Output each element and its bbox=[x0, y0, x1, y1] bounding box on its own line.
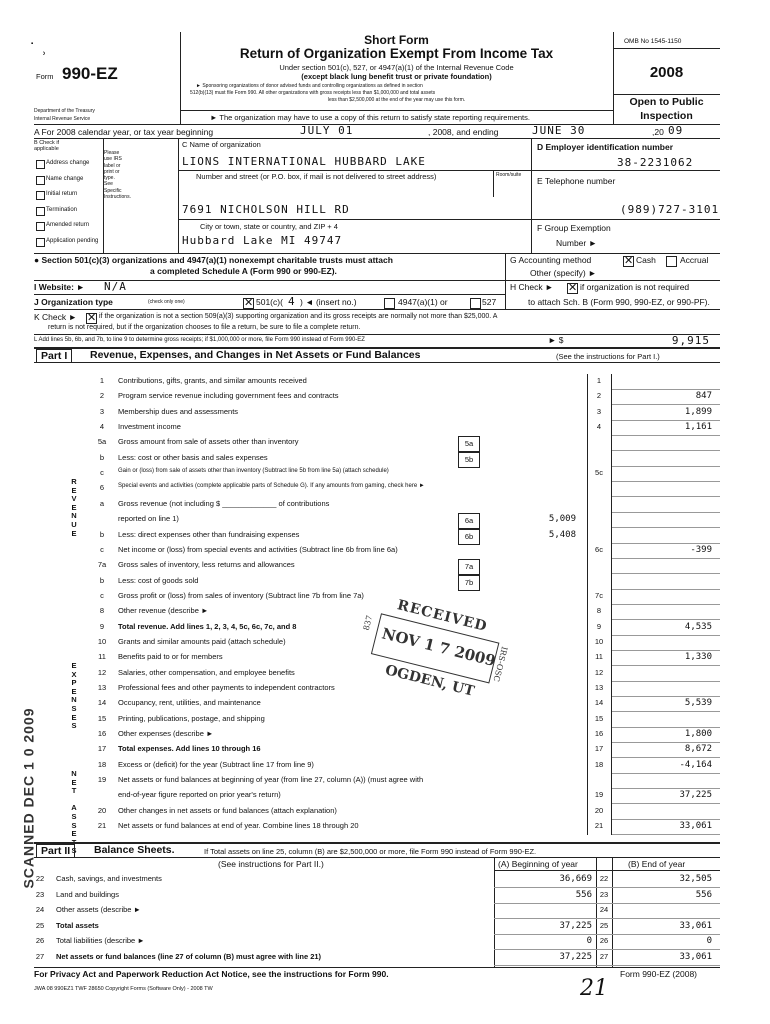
b-checkbox-label: Termination bbox=[46, 206, 78, 213]
row-rule bbox=[611, 573, 720, 574]
line-box-number: 24 bbox=[599, 905, 609, 914]
room-label: Room/suite bbox=[496, 172, 522, 178]
line-number: 6 bbox=[99, 483, 105, 493]
line-box-number: 9 bbox=[596, 621, 602, 631]
line-number: 19 bbox=[97, 775, 107, 785]
line-description: Other revenue (describe ► bbox=[118, 606, 209, 616]
row-rule bbox=[611, 803, 720, 804]
l-text: L Add lines 5b, 6b, and 7b, to line 9 to determine gross receipts; if $1,000,000 or more, file Form 990 instead of Form 990-EZ bbox=[34, 337, 365, 343]
b-checkbox-label: Name change bbox=[46, 175, 84, 182]
line-box-number: 14 bbox=[594, 698, 604, 708]
line-number: 12 bbox=[97, 667, 107, 677]
line-number: 10 bbox=[97, 636, 107, 646]
line-description: Total expenses. Add lines 10 through 16 bbox=[118, 744, 261, 754]
side-net-assets: N E T A S S E T S bbox=[71, 769, 77, 856]
f-label-2: Number ► bbox=[556, 238, 598, 248]
tax-year: 2008 bbox=[649, 64, 684, 81]
line-number: 23 bbox=[35, 889, 45, 899]
b-checkbox[interactable] bbox=[36, 222, 45, 231]
line-number: 1 bbox=[99, 376, 105, 385]
row-rule bbox=[611, 512, 720, 513]
line-box-number: 21 bbox=[594, 821, 604, 831]
row-rule bbox=[611, 711, 720, 712]
cash-label: Cash bbox=[636, 255, 656, 265]
line-amount[interactable]: 4,535 bbox=[684, 621, 712, 632]
sub-line-box: 6b bbox=[458, 529, 480, 545]
j-label: J Organization type bbox=[34, 297, 113, 307]
row-rule bbox=[611, 389, 720, 390]
line-description: Membership dues and assessments bbox=[118, 406, 239, 416]
line-description: Gross amount from sale of assets other than inventory bbox=[118, 437, 299, 447]
line-amount[interactable]: 1,800 bbox=[684, 729, 712, 740]
line-number: 11 bbox=[98, 652, 106, 662]
4947-checkbox[interactable] bbox=[384, 298, 395, 309]
line-box-number: 22 bbox=[599, 874, 609, 883]
street-label: Number and street (or P.O. box, if mail is not delivered to street address) bbox=[196, 172, 437, 181]
k-checkbox[interactable]: ✕ bbox=[87, 312, 97, 324]
line-amount[interactable]: 1,330 bbox=[684, 652, 712, 663]
line-description: Gross profit or (loss) from sales of inventory (Subtract line 7b from line 7a) bbox=[118, 590, 364, 600]
irs-label-instr: Please use IRS label or print or type. See Specific Instructions. bbox=[104, 150, 131, 201]
line-box-number: 15 bbox=[594, 713, 604, 723]
part1-note: (See the instructions for Part I.) bbox=[556, 352, 660, 361]
line-box-number: 19 bbox=[594, 790, 604, 800]
row-rule bbox=[494, 887, 720, 888]
sub-line-value[interactable]: 5,009 bbox=[548, 514, 576, 525]
k-text-2: return is not required, but if the organization chooses to file a return, be sure to file a complete return. bbox=[48, 324, 361, 331]
row-rule bbox=[611, 681, 720, 682]
line-box-number: 13 bbox=[594, 683, 604, 692]
line-number: 17 bbox=[97, 744, 107, 754]
line-box-number: 11 bbox=[595, 652, 603, 662]
form-reference: Form 990-EZ (2008) bbox=[620, 969, 697, 979]
margin-mark: ˙ ˒ bbox=[30, 40, 47, 60]
b-checkbox-label: Initial return bbox=[46, 191, 78, 197]
website-value[interactable]: N/A bbox=[104, 280, 127, 293]
row-rule bbox=[611, 527, 720, 528]
row-rule bbox=[494, 965, 720, 966]
part2-instr: (See instructions for Part II.) bbox=[218, 859, 324, 869]
row-rule bbox=[611, 696, 720, 697]
sub-line-box: 5a bbox=[458, 436, 480, 452]
beginning-of-year-value[interactable]: 0 bbox=[586, 936, 592, 946]
row-rule bbox=[611, 635, 720, 636]
line-box-number: 2 bbox=[596, 391, 602, 401]
b-checkbox-label: Address change bbox=[46, 160, 90, 166]
line-number: 7a bbox=[97, 560, 107, 570]
line-number: c bbox=[100, 468, 104, 478]
beginning-of-year-value[interactable]: 37,225 bbox=[559, 951, 592, 962]
line-description: Land and buildings bbox=[56, 889, 119, 899]
line-number: b bbox=[99, 452, 105, 462]
beginning-of-year-value[interactable]: 37,225 bbox=[559, 920, 592, 931]
subtitle-1: Under section 501(c), 527, or 4947(a)(1) of the Internal Revenue Code bbox=[279, 63, 514, 72]
line-description: Occupancy, rent, utilities, and maintenance bbox=[118, 698, 261, 708]
line-number: 22 bbox=[35, 874, 45, 883]
line-description: Gain or (loss) from sale of assets other than inventory (Subtract line 5b from line 5a) (attach schedule) bbox=[118, 468, 389, 475]
website-label: I Website: ► bbox=[34, 282, 85, 292]
line-description: Other expenses (describe ► bbox=[118, 729, 214, 739]
row-rule bbox=[611, 420, 720, 421]
row-rule bbox=[611, 650, 720, 651]
line-number: 27 bbox=[35, 951, 45, 961]
row-rule bbox=[611, 481, 720, 482]
row-rule bbox=[611, 589, 720, 590]
j-4947: 4947(a)(1) or bbox=[398, 297, 448, 307]
j-small: (check only one) bbox=[148, 299, 185, 305]
software-footer: JWA 08 990EZ1 TWF 28650 Copyright Forms (Software Only) - 2008 TW bbox=[34, 986, 213, 992]
stamp-city: OGDEN, UT bbox=[383, 662, 476, 700]
b-label: B Check if applicable bbox=[34, 140, 60, 152]
line-box-number: 18 bbox=[594, 759, 604, 769]
form-title: Return of Organization Exempt From Income Tax bbox=[239, 46, 554, 61]
line-number: 21 bbox=[97, 821, 107, 831]
dept-label: Department of the Treasury bbox=[34, 108, 95, 114]
row-rule bbox=[494, 934, 720, 935]
row-rule bbox=[494, 918, 720, 919]
end-of-year-value[interactable]: 0 bbox=[706, 936, 712, 946]
line-description: Total liabilities (describe ► bbox=[56, 936, 145, 945]
sub-line-box: 7b bbox=[458, 575, 480, 591]
sub-line-box: 7a bbox=[458, 559, 480, 575]
tax-year-end-yy[interactable]: 09 bbox=[668, 124, 684, 137]
part2-title: Balance Sheets. bbox=[94, 844, 175, 856]
line-number: 25 bbox=[35, 920, 45, 930]
beginning-of-year-value[interactable]: 556 bbox=[575, 889, 592, 900]
k-label: K Check ► bbox=[34, 312, 77, 322]
h-text: if organization is not required bbox=[580, 282, 690, 292]
line-number: 15 bbox=[97, 713, 107, 723]
line-description: Net assets or fund balances at beginning of year (from line 27, column (A)) (must agree with bbox=[118, 775, 424, 785]
line-description: Excess or (deficit) for the year (Subtract line 17 from line 9) bbox=[118, 759, 314, 769]
line-description: end-of-year figure reported on prior year's return) bbox=[118, 790, 281, 800]
line-box-number: 3 bbox=[596, 406, 602, 416]
accrual-checkbox[interactable] bbox=[666, 256, 677, 267]
b-checkbox[interactable] bbox=[36, 176, 45, 185]
line-number: 26 bbox=[35, 936, 45, 945]
line-number: b bbox=[99, 529, 105, 539]
line-description: Total revenue. Add lines 1, 2, 3, 4, 5c, 6c, 7c, and 8 bbox=[118, 621, 297, 631]
inspection: Inspection bbox=[640, 110, 693, 122]
tax-year-end[interactable]: JUNE 30 bbox=[532, 124, 586, 137]
row-rule bbox=[611, 496, 720, 497]
stamp-date: NOV 1 7 2009 bbox=[380, 624, 498, 671]
row-rule bbox=[611, 773, 720, 774]
subtitle-6: ► The organization may have to use a copy of this return to satisfy state reporting requirements. bbox=[210, 113, 530, 122]
subtitle-2: (except black lung benefit trust or private foundation) bbox=[301, 72, 492, 81]
line-number: 20 bbox=[97, 805, 107, 815]
line-description: Other assets (describe ► bbox=[56, 905, 141, 914]
line-box-number: 5c bbox=[595, 468, 603, 478]
row-rule bbox=[611, 435, 720, 436]
line-box-number: 23 bbox=[599, 889, 609, 899]
line-amount[interactable]: 5,539 bbox=[684, 698, 712, 709]
b-checkbox-label: Application pending bbox=[46, 237, 99, 244]
b-checkbox[interactable] bbox=[36, 191, 45, 200]
cash-checkbox[interactable]: ✕ bbox=[624, 255, 634, 267]
line-description: Professional fees and other payments to independent contractors bbox=[118, 683, 335, 692]
line-description: Net income or (loss) from special events and activities (Subtract line 6b from line 6a) bbox=[118, 544, 398, 554]
line-box-number: 27 bbox=[599, 951, 609, 961]
line-description: Net assets or fund balances at end of year. Combine lines 18 through 20 bbox=[118, 821, 359, 831]
j-527: 527 bbox=[482, 297, 497, 307]
k-text: if the organization is not a section 509(a)(3) supporting organization and its gross receipts are normally not more than $25,000. A bbox=[99, 313, 498, 320]
row-rule bbox=[611, 742, 720, 743]
line-number: c bbox=[100, 590, 104, 600]
h-checkbox[interactable]: ✕ bbox=[568, 282, 578, 294]
received-stamp bbox=[346, 589, 519, 734]
subtitle-4: 512(b)(13) must file Form 990. All other organizations with gross receipts less than $1,000,000 and total assets bbox=[190, 90, 436, 96]
part1-title: Revenue, Expenses, and Changes in Net Assets or Fund Balances bbox=[90, 349, 421, 361]
phone-value[interactable]: (989)727-3101 bbox=[620, 203, 720, 216]
stamp-side-left: 837 bbox=[361, 614, 375, 632]
j-insert: ) ◄ (insert no.) bbox=[300, 297, 357, 307]
open-public: Open to Public bbox=[629, 96, 704, 108]
city-label: City or town, state or country, and ZIP + 4 bbox=[200, 222, 338, 231]
row-rule bbox=[611, 619, 720, 620]
line-description: Benefits paid to or for members bbox=[118, 652, 223, 662]
row-rule bbox=[611, 404, 720, 405]
row-rule bbox=[611, 665, 720, 666]
row-rule bbox=[611, 819, 720, 820]
sub-line-value[interactable]: 5,408 bbox=[548, 529, 576, 540]
row-rule bbox=[611, 604, 720, 605]
accrual-label: Accrual bbox=[680, 255, 709, 265]
line-amount[interactable]: 1,161 bbox=[684, 422, 712, 433]
line-box-number: 7c bbox=[595, 590, 603, 600]
527-checkbox[interactable] bbox=[470, 298, 481, 309]
line-description: Contributions, gifts, grants, and similar amounts received bbox=[118, 376, 307, 385]
line-box-number: 20 bbox=[594, 805, 604, 815]
line-description: Printing, publications, postage, and shipping bbox=[118, 713, 265, 723]
line-description: Salaries, other compensation, and employee benefits bbox=[118, 667, 295, 677]
tax-year-begin[interactable]: JULY 01 bbox=[300, 124, 354, 137]
ein-value[interactable]: 38-2231062 bbox=[617, 156, 694, 169]
line-box-number: 26 bbox=[599, 936, 609, 945]
line-number: 13 bbox=[97, 683, 107, 692]
irs-label: Internal Revenue Service bbox=[34, 116, 91, 122]
line-number: c bbox=[100, 544, 104, 554]
line-box-number: 4 bbox=[596, 422, 602, 432]
j-501c-number[interactable]: 4 bbox=[288, 295, 296, 308]
b-checkbox[interactable] bbox=[36, 160, 45, 169]
line-description: Gross sales of inventory, less returns and allowances bbox=[118, 560, 295, 570]
privacy-notice: For Privacy Act and Paperwork Reduction Act Notice, see the instructions for Form 990. bbox=[34, 969, 389, 979]
line-description: Cash, savings, and investments bbox=[56, 874, 162, 883]
line-number: b bbox=[99, 575, 105, 585]
end-year-prefix: ,20 bbox=[652, 127, 664, 137]
row-rule bbox=[611, 466, 720, 467]
line-number: 5a bbox=[97, 437, 107, 447]
side-expenses: E X P E N S E S bbox=[71, 661, 77, 731]
part2-tag: Part II bbox=[36, 844, 75, 858]
line-box-number: 6c bbox=[595, 544, 603, 554]
row-rule bbox=[611, 450, 720, 451]
line-box-number: 25 bbox=[599, 920, 609, 930]
col-a-header: (A) Beginning of year bbox=[498, 859, 578, 869]
part1-tag: Part I bbox=[36, 349, 72, 363]
form-prefix: Form bbox=[36, 72, 54, 81]
line-amount[interactable]: 33,061 bbox=[679, 821, 712, 832]
line-description: reported on line 1) bbox=[118, 514, 179, 524]
d-label: D Employer identification number bbox=[537, 142, 674, 152]
f-label: F Group Exemption bbox=[537, 223, 611, 233]
row-rule bbox=[494, 949, 720, 950]
side-revenue: R E V E N U E bbox=[71, 477, 77, 538]
line-number: 8 bbox=[99, 606, 105, 616]
row-rule bbox=[611, 727, 720, 728]
line-description: Grants and similar amounts paid (attach schedule) bbox=[118, 636, 286, 646]
end-of-year-value[interactable]: 33,061 bbox=[679, 920, 712, 931]
line-number: 2 bbox=[99, 391, 105, 401]
end-of-year-value[interactable]: 33,061 bbox=[679, 951, 712, 962]
b-checkbox[interactable] bbox=[36, 207, 45, 216]
sub-line-box: 5b bbox=[458, 452, 480, 468]
omb-number: OMB No 1545-1150 bbox=[624, 38, 682, 45]
section-501-text-2: a completed Schedule A (Form 990 or 990-EZ). bbox=[150, 266, 337, 276]
c-label: C Name of organization bbox=[182, 140, 261, 149]
line-a-label: A For 2008 calendar year, or tax year beginning bbox=[34, 127, 214, 137]
h-label: H Check ► bbox=[510, 282, 554, 292]
stamp-received: RECEIVED bbox=[395, 597, 490, 636]
row-rule bbox=[611, 788, 720, 789]
line-amount[interactable]: -399 bbox=[690, 544, 712, 555]
line-number: 3 bbox=[99, 406, 105, 416]
line-box-number: 12 bbox=[594, 667, 604, 677]
line-description: Program service revenue including government fees and contracts bbox=[118, 391, 339, 401]
line-number: 14 bbox=[97, 698, 107, 708]
subtitle-5: less than $2,500,000 at the end of the year may use this form. bbox=[327, 97, 466, 103]
line-a-mid: , 2008, and ending bbox=[428, 127, 499, 137]
gross-receipts[interactable]: 9,915 bbox=[671, 334, 710, 347]
row-rule bbox=[611, 757, 720, 758]
stamp-side-right: IRS-OSC bbox=[491, 645, 509, 683]
line-box-number: 17 bbox=[594, 744, 604, 754]
end-of-year-value[interactable]: 556 bbox=[695, 889, 712, 900]
b-checkbox[interactable] bbox=[36, 238, 45, 247]
part2-note: If Total assets on line 25, column (B) are $2,500,000 or more, file Form 990 instead of Form 990-EZ. bbox=[204, 847, 537, 856]
line-number: 16 bbox=[97, 729, 107, 739]
line-amount[interactable]: 8,672 bbox=[684, 744, 712, 755]
row-rule bbox=[494, 903, 720, 904]
line-description: Other changes in net assets or fund balances (attach explanation) bbox=[118, 805, 337, 815]
short-form: Short Form bbox=[364, 33, 429, 47]
subtitle-3: ► Sponsoring organizations of donor advised funds and controlling organizations as defined in section bbox=[196, 83, 423, 89]
b-checkbox-label: Amended return bbox=[46, 222, 90, 228]
line-amount[interactable]: 37,225 bbox=[679, 790, 712, 801]
scanned-stamp: SCANNED DEC 1 0 2009 bbox=[20, 707, 37, 889]
g-other: Other (specify) ► bbox=[530, 268, 597, 278]
line-description: Net assets or fund balances (line 27 of column (B) must agree with line 21) bbox=[56, 951, 322, 961]
row-rule bbox=[611, 834, 720, 835]
line-description: Total assets bbox=[56, 920, 99, 930]
line-description: Less: cost of goods sold bbox=[118, 575, 199, 585]
line-description: Less: cost or other basis and sales expenses bbox=[118, 452, 268, 462]
line-box-number: 16 bbox=[594, 729, 604, 739]
line-amount[interactable]: 1,899 bbox=[684, 406, 712, 417]
line-description: Less: direct expenses other than fundraising expenses bbox=[118, 529, 300, 539]
line-number: 9 bbox=[99, 621, 105, 631]
line-box-number: 8 bbox=[596, 606, 602, 616]
line-description: Special events and activities (complete applicable parts of Schedule G). If any amounts from gaming, check here ► bbox=[118, 483, 425, 490]
row-rule bbox=[611, 543, 720, 544]
line-number: 4 bbox=[99, 422, 105, 432]
line-number: 24 bbox=[35, 905, 45, 914]
line-box-number: 1 bbox=[596, 376, 602, 385]
form-number: 990-EZ bbox=[62, 64, 118, 83]
line-amount[interactable]: 847 bbox=[695, 391, 712, 402]
section-501-text: ● Section 501(c)(3) organizations and 4947(a)(1) nonexempt charitable trusts must attach bbox=[34, 255, 393, 265]
line-description: Gross revenue (not including $ _____________ of contributions bbox=[118, 498, 330, 508]
line-description: Investment income bbox=[118, 422, 181, 432]
org-name[interactable]: LIONS INTERNATIONAL HUBBARD LAKE bbox=[182, 155, 426, 168]
city-state-zip[interactable]: Hubbard Lake MI 49747 bbox=[182, 234, 343, 247]
end-of-year-value[interactable]: 32,505 bbox=[679, 874, 712, 884]
row-rule bbox=[611, 558, 720, 559]
sub-line-box: 6a bbox=[458, 513, 480, 529]
line-number: 18 bbox=[97, 759, 107, 769]
page-mark: 21 bbox=[580, 976, 608, 1001]
501c-checkbox[interactable]: ✕ bbox=[244, 297, 254, 309]
g-label: G Accounting method bbox=[510, 255, 592, 265]
line-box-number: 10 bbox=[594, 636, 604, 646]
e-label: E Telephone number bbox=[537, 176, 616, 186]
l-arrow: ► $ bbox=[548, 335, 564, 345]
h-text-2: to attach Sch. B (Form 990, 990-EZ, or 990-PF). bbox=[528, 297, 710, 307]
line-number: a bbox=[99, 498, 105, 508]
street-address[interactable]: 7691 NICHOLSON HILL RD bbox=[182, 203, 350, 216]
beginning-of-year-value[interactable]: 36,669 bbox=[559, 874, 592, 884]
j-501c: 501(c)( bbox=[256, 297, 283, 307]
line-amount[interactable]: -4,164 bbox=[679, 759, 712, 770]
col-b-header: (B) End of year bbox=[628, 859, 686, 869]
